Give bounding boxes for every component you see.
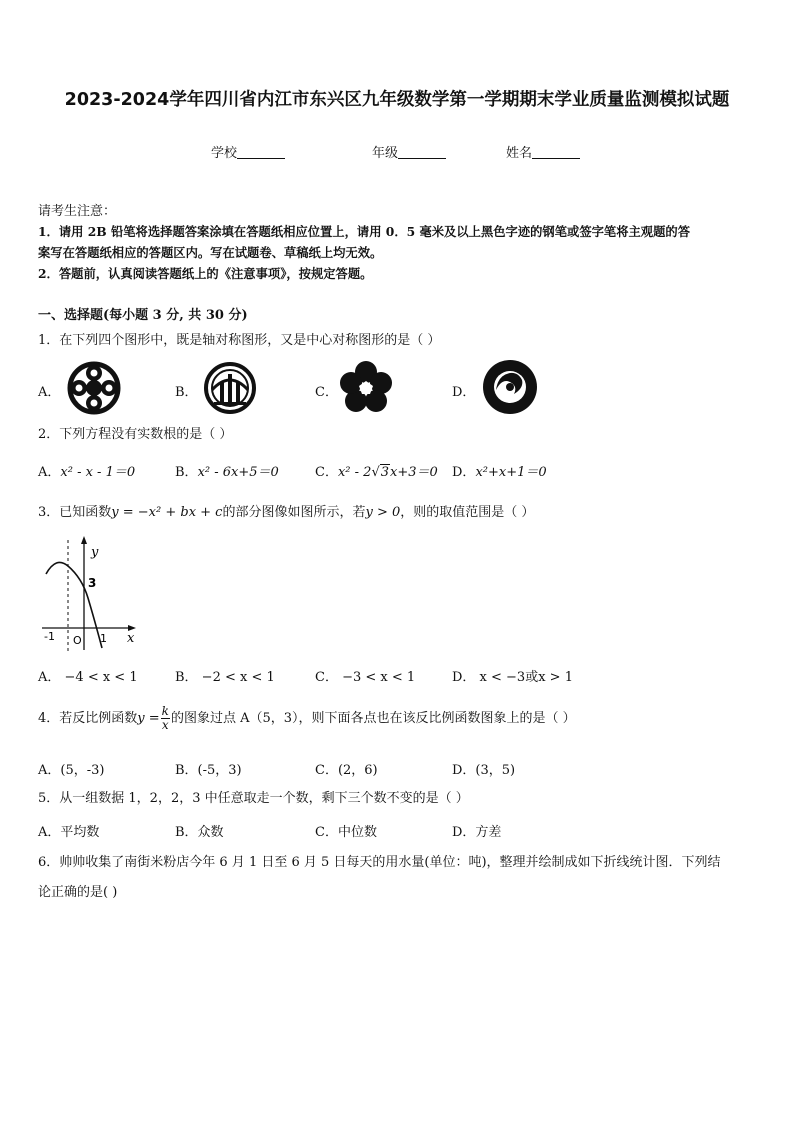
four-petal-knot-icon (60, 360, 128, 416)
school-field[interactable] (211, 142, 285, 161)
label-1: 1 (100, 632, 107, 645)
swirl-circle-icon (478, 358, 542, 416)
page-title: 2023-2024学年四川省内江市东兴区九年级数学第一学期期末学业质量监测模拟试题 (64, 90, 730, 110)
q3-option-a: A． −4 < x < 1 (38, 670, 138, 685)
y-axis-label: y (91, 545, 99, 560)
sun-emblem-icon (198, 360, 262, 416)
q1-label-b: B． (175, 385, 198, 400)
q2-option-c: C．x² - 2√3x+3＝0 (315, 465, 438, 480)
grade-blank[interactable] (398, 146, 446, 159)
q1-label-a: A． (38, 385, 61, 400)
q4-option-b: B．(-5，3) (175, 763, 242, 778)
q6-stem-line-2: 论正确的是( ) (38, 885, 118, 900)
label-origin: O (73, 634, 82, 647)
notice-line-1b: 案写在答题纸相应的答题区内。写在试题卷、草稿纸上均无效。 (38, 245, 383, 260)
q4-option-c: C．(2，6) (315, 763, 378, 778)
q5-option-a: A．平均数 (38, 825, 100, 840)
q5-stem: 5．从一组数据 1，2，2，3 中任意取走一个数，剩下三个数不变的是（ ） (38, 791, 469, 806)
grade-label: 年级 (372, 146, 399, 161)
q3-parabola-graph (38, 532, 140, 656)
notice-heading: 请考生注意： (38, 204, 117, 219)
q5-option-d: D．方差 (452, 825, 502, 840)
y-axis-arrow (81, 536, 87, 544)
q6-stem-line-1: 6．帅帅收集了南街米粉店今年 6 月 1 日至 6 月 5 日每天的用水量(单位：吨)，整理并绘制成如下折线统计图．下列结 (38, 855, 721, 870)
q2-option-d: D．x²+x+1＝0 (452, 465, 547, 480)
flower-pentagon-icon (336, 360, 396, 416)
notice-line-1a: 1．请用 2B 铅笔将选择题答案涂填在答题纸相应位置上，请用 0．5 毫米及以上黑色字迹的钢笔或签字笔将主观题的答 (38, 224, 690, 239)
school-label: 学校 (211, 146, 238, 161)
q2-option-b: B．x² - 6x+5＝0 (175, 465, 279, 480)
q3-option-c: C． −3 < x < 1 (315, 670, 416, 685)
q5-option-c: C．中位数 (315, 825, 377, 840)
q1-label-c: C． (315, 385, 338, 400)
q3-stem: 3．已知函数y = −x² + bx + c的部分图像如图所示，若y > 0，则的取值范围是（ ） (38, 505, 535, 520)
q3-option-d: D． x < −3或x > 1 (452, 670, 573, 685)
school-blank[interactable] (237, 146, 285, 159)
q2-option-a: A．x² - x - 1＝0 (38, 465, 136, 480)
q2-stem: 2．下列方程没有实数根的是（ ） (38, 427, 233, 442)
q1-stem: 1．在下列四个图形中，既是轴对称图形，又是中心对称图形的是（ ） (38, 333, 441, 348)
q4-option-a: A．(5，-3) (38, 763, 105, 778)
section-heading: 一、选择题(每小题 3 分, 共 30 分) (38, 308, 248, 323)
q5-option-b: B．众数 (175, 825, 224, 840)
name-field[interactable] (506, 142, 580, 161)
notice-line-2: 2．答题前，认真阅读答题纸上的《注意事项》，按规定答题。 (38, 266, 373, 281)
q4-stem: 4．若反比例函数y = $\frac{k}{x}$ 的图象过点 A（5，3），则下面各点也在该反比例函数图象上的是（ ） (38, 704, 576, 732)
label-3: 3 (88, 576, 97, 590)
label-neg1: -1 (44, 630, 55, 643)
grade-field[interactable] (372, 142, 446, 161)
name-label: 姓名 (506, 146, 533, 161)
q3-option-b: B． −2 < x < 1 (175, 670, 275, 685)
name-blank[interactable] (532, 146, 580, 159)
q1-label-d: D． (452, 385, 476, 400)
x-axis-label: x (127, 631, 135, 646)
q4-option-d: D．(3，5) (452, 763, 516, 778)
